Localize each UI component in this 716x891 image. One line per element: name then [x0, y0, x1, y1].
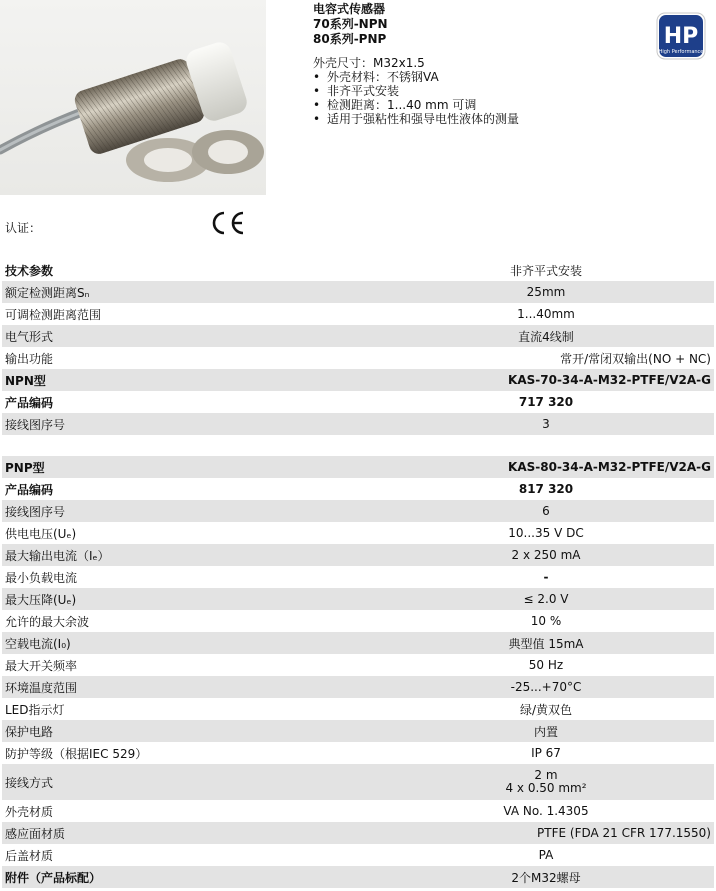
spec-value: 内置: [378, 720, 714, 742]
spec-label: 附件（产品标配）: [2, 866, 378, 888]
spec-label: 接线图序号: [2, 413, 378, 435]
spec-value: 2个M32螺母: [378, 866, 714, 888]
spec-value: KAS-70-34-A-M32-PTFE/V2A-G: [378, 369, 714, 391]
table-row: [2, 369, 714, 391]
table-row: [2, 698, 714, 720]
spec-label: 接线图序号: [2, 500, 378, 522]
spec-label: 供电电压(Uₑ): [5, 526, 77, 541]
spec-label: 保护电路: [2, 720, 378, 742]
spec-value: 10...35 V DC: [508, 526, 584, 540]
spec-value: 直流4线制: [378, 325, 714, 347]
series-npn: 70系列-NPN: [313, 17, 388, 31]
spec-label: LED指示灯: [5, 702, 65, 717]
table-row: [2, 413, 714, 435]
table-row: [2, 544, 714, 566]
spec-label: 额定检测距离Sₙ: [2, 281, 378, 303]
hp-logo-letters: HP: [663, 24, 699, 49]
table-spacer: [2, 435, 714, 456]
spec-label: 接线方式: [2, 764, 378, 800]
table-row: [2, 588, 714, 610]
spec-label: 输出功能: [5, 351, 54, 366]
spec-label: 最大压降(Uₑ): [2, 588, 378, 610]
table-row: [2, 478, 714, 500]
spec-label: 技术参数: [5, 263, 54, 278]
table-row: [2, 500, 714, 522]
table-row: [2, 610, 714, 632]
spec-label: 最大开关频率: [5, 658, 78, 673]
table-row: [2, 866, 714, 888]
table-row: [2, 742, 714, 764]
spec-value: -25...+70°C: [378, 676, 714, 698]
spec-label: 最大输出电流（Iₑ）: [2, 544, 378, 566]
product-photo: [0, 0, 266, 195]
spec-value: 常开/常闭双输出(NO + NC): [560, 351, 711, 366]
feature-item: • 适用于强粘性和强导电性液体的测量: [313, 112, 643, 126]
spec-value-line: 2 m: [534, 768, 558, 782]
table-row: [2, 522, 714, 544]
spec-value: 2 x 250 mA: [378, 544, 714, 566]
spec-value: 1...40mm: [517, 307, 575, 321]
spec-label: 外壳材质: [5, 804, 54, 819]
spec-label: 允许的最大余波: [5, 614, 90, 629]
table-row: [2, 259, 714, 281]
spec-label: 可调检测距离范围: [5, 307, 102, 322]
ce-mark-icon: [210, 210, 246, 236]
spec-value: 717 320: [518, 395, 574, 409]
table-row: [2, 391, 714, 413]
spec-label: 电气形式: [2, 325, 378, 347]
hp-logo-tagline: High Performance: [658, 49, 704, 55]
feature-item: • 外壳材料：不锈钢VA: [313, 70, 643, 84]
spec-value: -: [543, 570, 549, 584]
spec-value: 6: [378, 500, 714, 522]
table-row: [2, 456, 714, 478]
table-row: [2, 800, 714, 822]
spec-value: [378, 764, 714, 800]
spec-value: 817 320: [518, 482, 574, 496]
spec-label: 产品编码: [5, 395, 54, 410]
spec-value: 绿/黄双色: [519, 702, 573, 717]
table-row: [2, 720, 714, 742]
series-pnp: 80系列-PNP: [313, 32, 387, 46]
product-type: 电容式传感器: [313, 2, 386, 16]
spec-value: 典型值 15mA: [378, 632, 714, 654]
spec-value: 50 Hz: [528, 658, 564, 672]
spec-value: 10 %: [530, 614, 562, 628]
table-row: [2, 303, 714, 325]
spec-value: KAS-80-34-A-M32-PTFE/V2A-G: [378, 456, 714, 478]
spec-table: [2, 259, 714, 888]
table-row: [2, 844, 714, 866]
spec-value: 25mm: [378, 281, 714, 303]
hp-logo: [656, 12, 706, 60]
spec-label: 后盖材质: [5, 848, 54, 863]
table-row: [2, 325, 714, 347]
spec-label: NPN型: [2, 369, 378, 391]
product-header: [313, 2, 643, 126]
table-row: [2, 764, 714, 800]
table-row: [2, 566, 714, 588]
spec-value: ≤ 2.0 V: [378, 588, 714, 610]
table-row: [2, 281, 714, 303]
table-row: [2, 822, 714, 844]
spec-label: 环境温度范围: [2, 676, 378, 698]
feature-item: • 检测距离：1...40 mm 可调: [313, 98, 643, 112]
spec-label: 空载电流(I₀): [2, 632, 378, 654]
table-row: [2, 654, 714, 676]
spec-label: PNP型: [2, 456, 378, 478]
spec-value: VA No. 1.4305: [503, 804, 589, 818]
table-row: [2, 676, 714, 698]
spec-label: 产品编码: [5, 482, 54, 497]
table-row: [2, 347, 714, 369]
spec-value: PA: [538, 848, 554, 862]
spec-value: 非齐平式安装: [509, 263, 582, 278]
housing-size: 外壳尺寸：M32x1.5: [313, 56, 425, 70]
spec-label: 最小负载电流: [5, 570, 78, 585]
spec-label: 感应面材质: [2, 822, 378, 844]
feature-item: • 非齐平式安装: [313, 84, 643, 98]
spec-label: 防护等级（根据IEC 529）: [5, 746, 148, 761]
spec-value: PTFE (FDA 21 CFR 177.1550): [378, 822, 714, 844]
spec-value: IP 67: [531, 746, 561, 760]
spacer-cell: [2, 435, 714, 456]
spec-value: 3: [378, 413, 714, 435]
feature-list: [313, 70, 643, 126]
table-row: [2, 632, 714, 654]
certification-label: 认证：: [5, 221, 42, 235]
spec-value-line: 4 x 0.50 mm²: [505, 781, 587, 795]
